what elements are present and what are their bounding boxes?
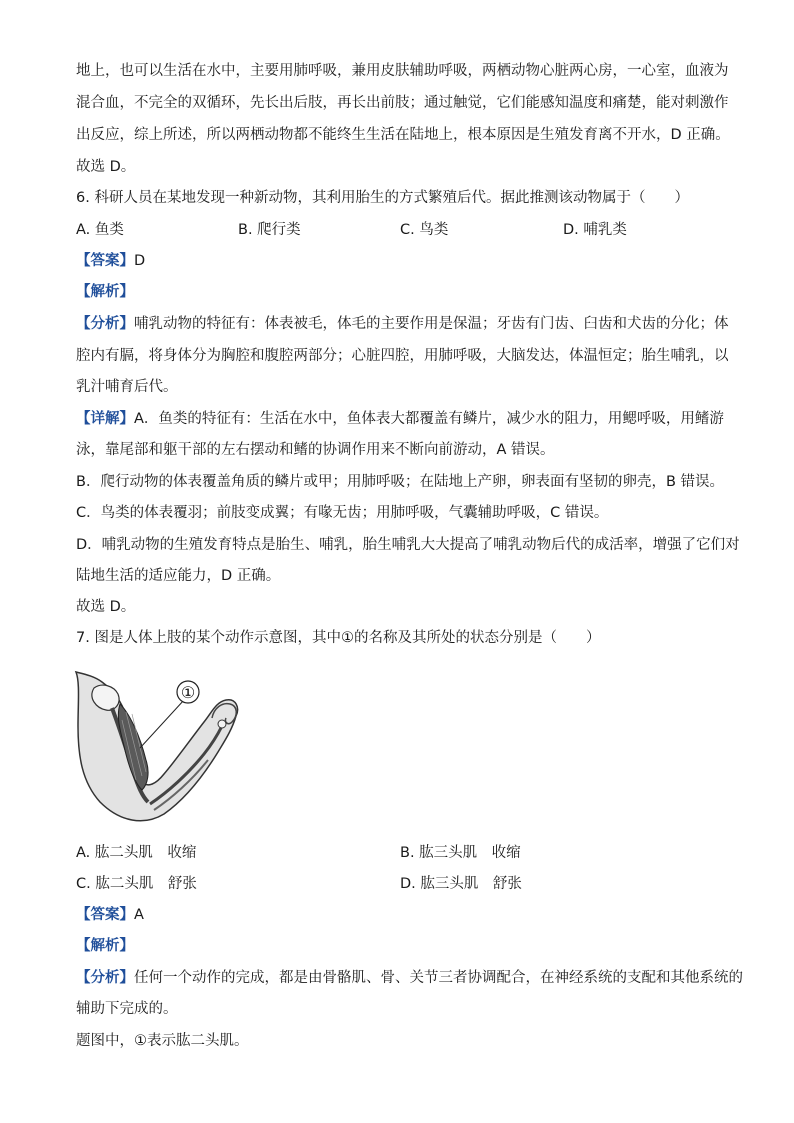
q7-option-d: D. 肱三头肌 舒张 bbox=[400, 876, 522, 892]
fenxi-tag: 【分析】 bbox=[76, 316, 134, 332]
fenxi-tag: 【分析】 bbox=[76, 970, 134, 986]
q7-fenxi-line bbox=[76, 968, 743, 988]
q6-xiangjie-line bbox=[76, 409, 736, 429]
q7-fenxi-line: 辅助下完成的。 bbox=[76, 1001, 178, 1017]
q6-xiangjie-line: B．爬行动物的体表覆盖角质的鳞片或甲；用肺呼吸；在陆地上产卵，卵表面有坚韧的卵壳，B 错误。 bbox=[76, 474, 725, 490]
answer-tag: 【答案】 bbox=[76, 907, 134, 923]
q6-xiangjie-line: 陆地生活的适应能力，D 正确。 bbox=[76, 568, 281, 584]
q7-analysis-heading bbox=[76, 936, 736, 956]
label-1: ① bbox=[180, 683, 196, 702]
q6-option-c: C. 鸟类 bbox=[400, 222, 449, 238]
wrist-joint bbox=[218, 720, 226, 728]
q6-option-a: A. 鱼类 bbox=[76, 222, 124, 238]
q6-fenxi-line bbox=[76, 314, 736, 334]
analysis-tag: 【解析】 bbox=[76, 938, 134, 954]
fenxi-text: 任何一个动作的完成，都是由骨骼肌、骨、关节三者协调配合，在神经系统的支配和其他系统的 bbox=[134, 970, 743, 986]
fenxi-text: 哺乳动物的特征有：体表被毛，体毛的主要作用是保温；牙齿有门齿、臼齿和犬齿的分化；体 bbox=[134, 316, 729, 332]
label-leader-line bbox=[140, 700, 184, 748]
q6-xiangjie-line: D．哺乳动物的生殖发育特点是胎生、哺乳，胎生哺乳大大提高了哺乳动物后代的成活率，增强了它们对 bbox=[76, 537, 740, 553]
intro-line: 混合血，不完全的双循环，先长出后肢，再长出前肢；通过触觉，它们能感知温度和痛楚，能对刺激作 bbox=[76, 95, 729, 111]
q6-fenxi-line: 乳汁哺育后代。 bbox=[76, 379, 178, 395]
q6-fenxi-line: 腔内有膈，将身体分为胸腔和腹腔两部分；心脏四腔，用肺呼吸，大脑发达，体温恒定；胎生哺乳，以 bbox=[76, 348, 729, 364]
q6-xiangjie-line: 泳，靠尾部和躯干部的左右摆动和鳍的协调作用来不断向前游动，A 错误。 bbox=[76, 442, 555, 458]
q7-option-a: A. 肱二头肌 收缩 bbox=[76, 845, 197, 861]
q6-option-d: D. 哺乳类 bbox=[563, 222, 627, 238]
intro-line: 出反应，综上所述，所以两栖动物都不能终生生活在陆地上，根本原因是生殖发育离不开水，D 正确。 bbox=[76, 127, 730, 143]
xiangjie-tag: 【详解】 bbox=[76, 411, 134, 427]
q6-analysis-heading bbox=[76, 282, 736, 302]
answer-value: A bbox=[134, 907, 144, 923]
intro-conclusion: 故选 D。 bbox=[76, 159, 136, 175]
q6-option-b: B. 爬行类 bbox=[238, 222, 301, 238]
arm-flexion-diagram bbox=[72, 664, 244, 836]
q6-answer bbox=[76, 251, 736, 271]
answer-tag: 【答案】 bbox=[76, 253, 134, 269]
q6-stem: 6. 科研人员在某地发现一种新动物，其利用胎生的方式繁殖后代。据此推测该动物属于（ ） bbox=[76, 190, 689, 206]
answer-value: D bbox=[134, 253, 146, 269]
analysis-tag: 【解析】 bbox=[76, 284, 134, 300]
q7-answer bbox=[76, 905, 736, 925]
q7-stem: 7. 图是人体上肢的某个动作示意图，其中①的名称及其所处的状态分别是（ ） bbox=[76, 630, 601, 646]
q6-conclusion: 故选 D。 bbox=[76, 599, 136, 615]
q7-note: 题图中，①表示肱二头肌。 bbox=[76, 1033, 249, 1049]
xiangjie-text: A．鱼类的特征有：生活在水中，鱼体表大都覆盖有鳞片，减少水的阻力，用鳃呼吸，用鳍游 bbox=[134, 411, 724, 427]
arm-illustration bbox=[72, 664, 244, 836]
q6-xiangjie-line: C．鸟类的体表覆羽；前肢变成翼；有喙无齿；用肺呼吸，气囊辅助呼吸，C 错误。 bbox=[76, 505, 609, 521]
q7-option-b: B. 肱三头肌 收缩 bbox=[400, 845, 521, 861]
q7-option-c: C. 肱二头肌 舒张 bbox=[76, 876, 197, 892]
intro-line: 地上，也可以生活在水中，主要用肺呼吸，兼用皮肤辅助呼吸，两栖动物心脏两心房，一心室，血液为 bbox=[76, 63, 729, 79]
